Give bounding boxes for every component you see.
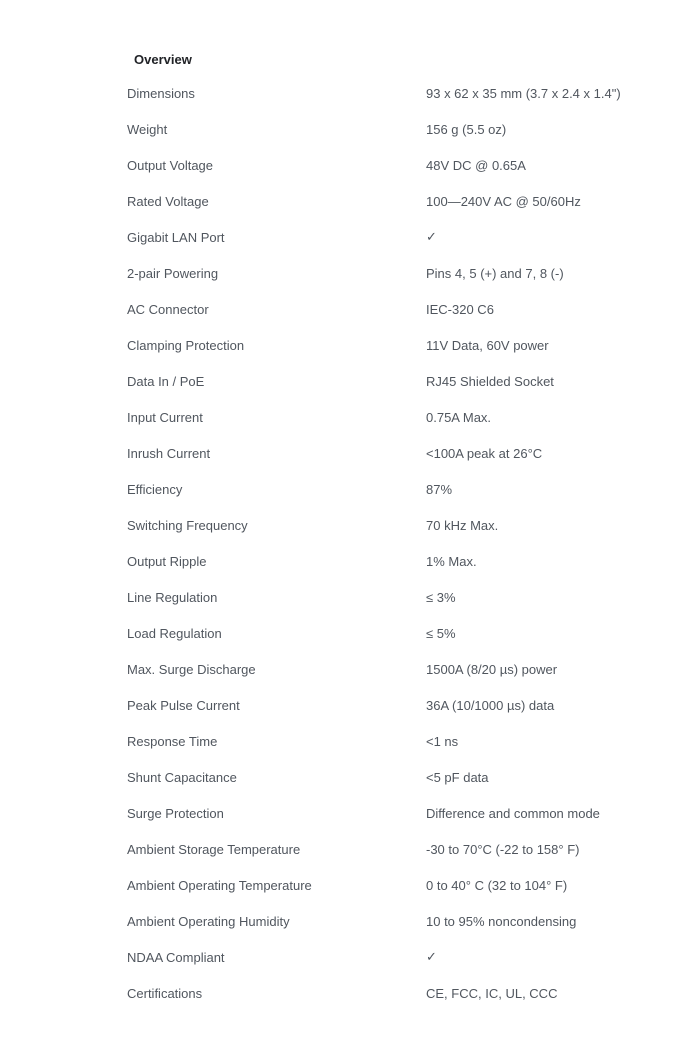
spec-row-load-regulation: [127, 615, 667, 651]
spec-value: ≤ 5%: [426, 625, 456, 641]
spec-row-response-time: [127, 723, 667, 759]
spec-label: Output Voltage: [127, 157, 214, 173]
spec-value: 93 x 62 x 35 mm (3.7 x 2.4 x 1.4"): [426, 85, 621, 101]
spec-row-clamping-protection: [127, 327, 667, 363]
spec-label: Load Regulation: [127, 625, 222, 641]
spec-value: 87%: [426, 481, 453, 497]
spec-row-ambient-operating-temperature: [127, 867, 667, 903]
spec-value: 70 kHz Max.: [426, 517, 499, 533]
spec-value: RJ45 Shielded Socket: [426, 373, 554, 389]
spec-list: [127, 75, 667, 1011]
spec-value: 36A (10/1000 µs) data: [426, 697, 555, 713]
spec-label: Response Time: [127, 733, 218, 749]
check-mark-icon: ✓: [426, 949, 437, 964]
spec-label: Ambient Operating Temperature: [127, 877, 312, 893]
spec-label: Output Ripple: [127, 553, 207, 569]
spec-value: <5 pF data: [426, 769, 489, 785]
spec-row-dimensions: [127, 75, 667, 111]
spec-row-ac-connector: [127, 291, 667, 327]
spec-value: Difference and common mode: [426, 805, 600, 821]
spec-value: -30 to 70°C (-22 to 158° F): [426, 841, 580, 857]
spec-row-output-ripple: [127, 543, 667, 579]
section-title: Overview: [134, 52, 192, 67]
spec-row-shunt-capacitance: [127, 759, 667, 795]
spec-value: <1 ns: [426, 733, 459, 749]
spec-row-ambient-storage-temperature: [127, 831, 667, 867]
spec-value: Pins 4, 5 (+) and 7, 8 (-): [426, 265, 564, 281]
spec-value: ≤ 3%: [426, 589, 456, 605]
spec-value: 1% Max.: [426, 553, 477, 569]
spec-row-line-regulation: [127, 579, 667, 615]
spec-row-peak-pulse-current: [127, 687, 667, 723]
spec-label: Peak Pulse Current: [127, 697, 240, 713]
spec-row-weight: [127, 111, 667, 147]
spec-section-overview: [127, 46, 667, 1011]
spec-label: Data In / PoE: [127, 373, 205, 389]
spec-label: Inrush Current: [127, 445, 211, 461]
spec-row-rated-voltage: [127, 183, 667, 219]
spec-value: 48V DC @ 0.65A: [426, 157, 526, 173]
spec-value: 0.75A Max.: [426, 409, 492, 425]
spec-value: CE, FCC, IC, UL, CCC: [426, 985, 558, 1001]
spec-row-input-current: [127, 399, 667, 435]
spec-row-surge-protection: [127, 795, 667, 831]
spec-label: Weight: [127, 121, 168, 137]
spec-label: Switching Frequency: [127, 517, 248, 533]
spec-label: Certifications: [127, 985, 203, 1001]
spec-value: 10 to 95% noncondensing: [426, 913, 577, 929]
spec-label: 2-pair Powering: [127, 265, 219, 281]
spec-value: 11V Data, 60V power: [426, 337, 549, 353]
spec-label: Surge Protection: [127, 805, 224, 821]
spec-value: IEC-320 C6: [426, 301, 494, 317]
spec-row-2-pair-powering: [127, 255, 667, 291]
spec-label: Ambient Storage Temperature: [127, 841, 301, 857]
spec-label: Rated Voltage: [127, 193, 209, 209]
spec-label: Ambient Operating Humidity: [127, 913, 290, 929]
spec-label: Efficiency: [127, 481, 183, 497]
spec-label: Max. Surge Discharge: [127, 661, 256, 677]
spec-row-output-voltage: [127, 147, 667, 183]
spec-label: Gigabit LAN Port: [127, 229, 225, 245]
spec-row-ambient-operating-humidity: [127, 903, 667, 939]
spec-row-certifications: [127, 975, 667, 1011]
spec-label: Input Current: [127, 409, 203, 425]
spec-value: <100A peak at 26°C: [426, 445, 543, 461]
spec-label: AC Connector: [127, 301, 209, 317]
spec-label: Dimensions: [127, 85, 195, 101]
spec-value: 1500A (8/20 µs) power: [426, 661, 558, 677]
check-mark-icon: ✓: [426, 229, 437, 244]
spec-row-gigabit-lan-port: [127, 219, 667, 255]
spec-label: Shunt Capacitance: [127, 769, 237, 785]
spec-row-switching-frequency: [127, 507, 667, 543]
spec-label: NDAA Compliant: [127, 949, 225, 965]
spec-label: Clamping Protection: [127, 337, 245, 353]
spec-value: 156 g (5.5 oz): [426, 121, 507, 137]
spec-value: 100—240V AC @ 50/60Hz: [426, 193, 581, 209]
spec-row-inrush-current: [127, 435, 667, 471]
spec-row-data-in-poe: [127, 363, 667, 399]
spec-value: 0 to 40° C (32 to 104° F): [426, 877, 568, 893]
spec-row-ndaa-compliant: [127, 939, 667, 975]
spec-label: Line Regulation: [127, 589, 218, 605]
spec-row-efficiency: [127, 471, 667, 507]
spec-row-max-surge-discharge: [127, 651, 667, 687]
